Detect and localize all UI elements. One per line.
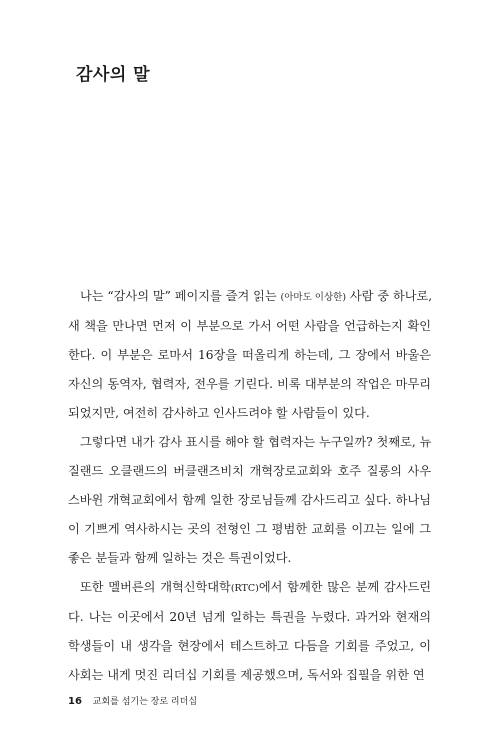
parenthetical-note: (RTC): [230, 583, 259, 594]
text-line: [68, 457, 431, 486]
text-segment: 한다. 이 부분은 로마서 16장을 떠올리게 하는데, 그 장에서 바울은: [68, 348, 431, 362]
text-line: [68, 603, 431, 632]
text-segment: 에서 함께한 많은 분께 감사드린: [258, 580, 431, 594]
text-segment: 새 책을 만나면 먼저 이 부분으로 가서 어떤 사람을 언급하는지 확인: [68, 319, 431, 333]
text-line: [68, 486, 431, 515]
text-segment: 스바윈 개혁교회에서 함께 일한 장로님들께 감사드리고 싶다. 하나님: [68, 493, 431, 507]
text-line: [68, 341, 431, 370]
page-number: 16: [68, 696, 82, 707]
body-text: [68, 282, 431, 690]
page-footer: [68, 694, 197, 707]
text-segment: 나는 “감사의 말” 페이지를 즐겨 읽는: [80, 289, 281, 303]
text-segment: 학생들이 내 생각을 현장에서 테스트하고 다듬을 기회를 주었고, 이: [68, 639, 431, 653]
text-line: [68, 632, 431, 661]
text-segment: 사회는 내게 멋진 리더십 기회를 제공했으며, 독서와 집필을 위한 연: [68, 668, 425, 682]
paragraph: [68, 573, 431, 690]
text-line: [68, 661, 431, 690]
text-segment: 자신의 동역자, 협력자, 전우를 기린다. 비록 대부분의 작업은 마무리: [68, 377, 431, 391]
text-segment: 사람 중 하나로,: [346, 289, 433, 303]
text-line: [68, 515, 431, 544]
section-heading: 감사의 말: [76, 65, 151, 85]
running-title: 교회를 섬기는 장로 리더십: [92, 697, 198, 707]
text-segment: 질랜드 오클랜드의 버클랜즈비치 개혁장로교회와 호주 질롱의 사우: [68, 464, 431, 478]
text-segment: 좋은 분들과 함께 일하는 것은 특권이었다.: [68, 551, 292, 565]
text-segment: 그렇다면 내가 감사 표시를 해야 할 협력자는 누구일까? 첫째로, 뉴: [80, 435, 432, 449]
text-line: [68, 312, 431, 341]
text-line: [68, 370, 431, 399]
paragraph: [68, 428, 431, 573]
text-segment: 다. 나는 이곳에서 20년 넘게 일하는 특권을 누렸다. 과거와 현재의: [68, 610, 431, 624]
text-line: [68, 282, 431, 312]
parenthetical-note: (아마도 이상한): [280, 292, 347, 303]
text-line: [68, 544, 431, 573]
text-segment: 되었지만, 여전히 감사하고 인사드려야 할 사람들이 있다.: [68, 406, 370, 420]
text-segment: 이 기쁘게 역사하시는 곳의 전형인 그 평범한 교회를 이끄는 일에 그: [68, 522, 431, 536]
text-line: [68, 399, 431, 428]
text-segment: 또한 멜버른의 개혁신학대학: [80, 580, 231, 594]
text-line: [68, 573, 431, 603]
paragraph: [68, 282, 431, 428]
text-line: [68, 428, 431, 457]
